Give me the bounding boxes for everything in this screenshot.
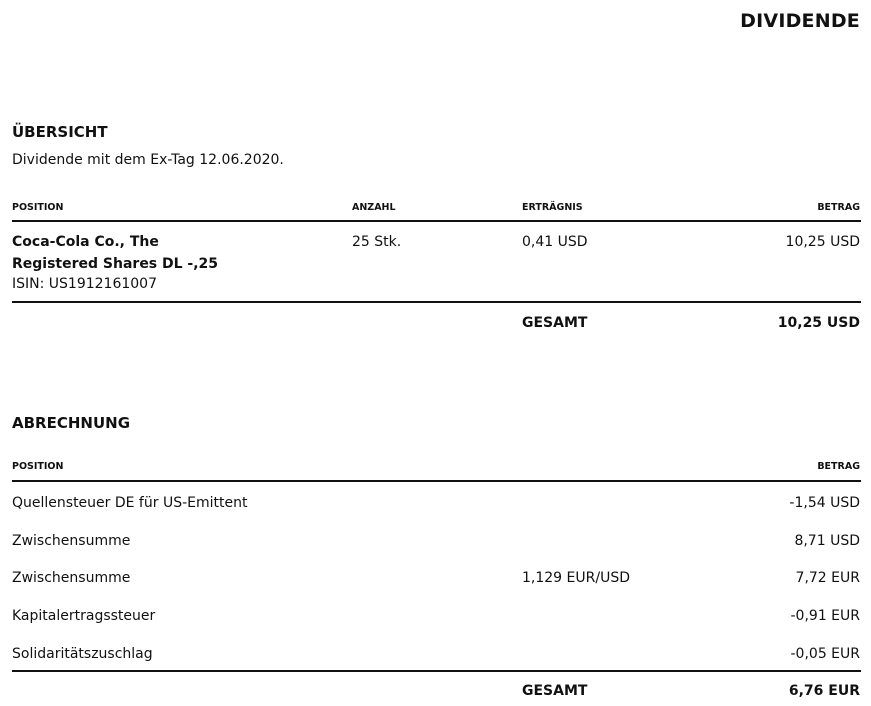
settlement-total-rule [12, 670, 861, 672]
security-name-line1: Coca-Cola Co., The [12, 234, 159, 250]
overview-col-betrag: BETRAG [817, 202, 860, 213]
settlement-row-label: Zwischensumme [12, 533, 131, 549]
settlement-row-rate: 1,129 EUR/USD [522, 570, 630, 586]
overview-total-label: GESAMT [522, 315, 588, 331]
settlement-row-value: -0,05 EUR [790, 646, 860, 662]
security-name-line2: Registered Shares DL -,25 [12, 256, 219, 272]
settlement-row-label: Kapitalertragssteuer [12, 608, 156, 624]
settlement-col-position: POSITION [12, 461, 64, 472]
settlement-row-value: -1,54 USD [789, 495, 860, 511]
settlement-row-value: 8,71 USD [794, 533, 860, 549]
security-ertraegnis: 0,41 USD [522, 234, 588, 250]
settlement-col-betrag: BETRAG [817, 461, 860, 472]
document-title: DIVIDENDE [740, 10, 860, 32]
overview-col-anzahl: ANZAHL [352, 202, 396, 213]
settlement-header-rule [12, 480, 861, 482]
overview-total-value: 10,25 USD [777, 315, 860, 331]
settlement-total-label: GESAMT [522, 683, 588, 699]
security-betrag: 10,25 USD [785, 234, 860, 250]
settlement-row-value: -0,91 EUR [790, 608, 860, 624]
settlement-row-label: Solidaritätszuschlag [12, 646, 153, 662]
overview-intro: Dividende mit dem Ex-Tag 12.06.2020. [12, 152, 284, 168]
overview-col-position: POSITION [12, 202, 64, 213]
overview-total-rule [12, 301, 861, 303]
settlement-total-value: 6,76 EUR [788, 683, 860, 699]
overview-col-ertraegnis: ERTRÄGNIS [522, 202, 583, 213]
settlement-heading: ABRECHNUNG [12, 414, 131, 432]
security-anzahl: 25 Stk. [352, 234, 402, 250]
security-isin: ISIN: US1912161007 [12, 276, 157, 292]
settlement-row-value: 7,72 EUR [795, 570, 860, 586]
overview-header-rule [12, 220, 861, 222]
settlement-row-label: Zwischensumme [12, 570, 131, 586]
overview-heading: ÜBERSICHT [12, 123, 108, 141]
settlement-row-label: Quellensteuer DE für US-Emittent [12, 495, 248, 511]
